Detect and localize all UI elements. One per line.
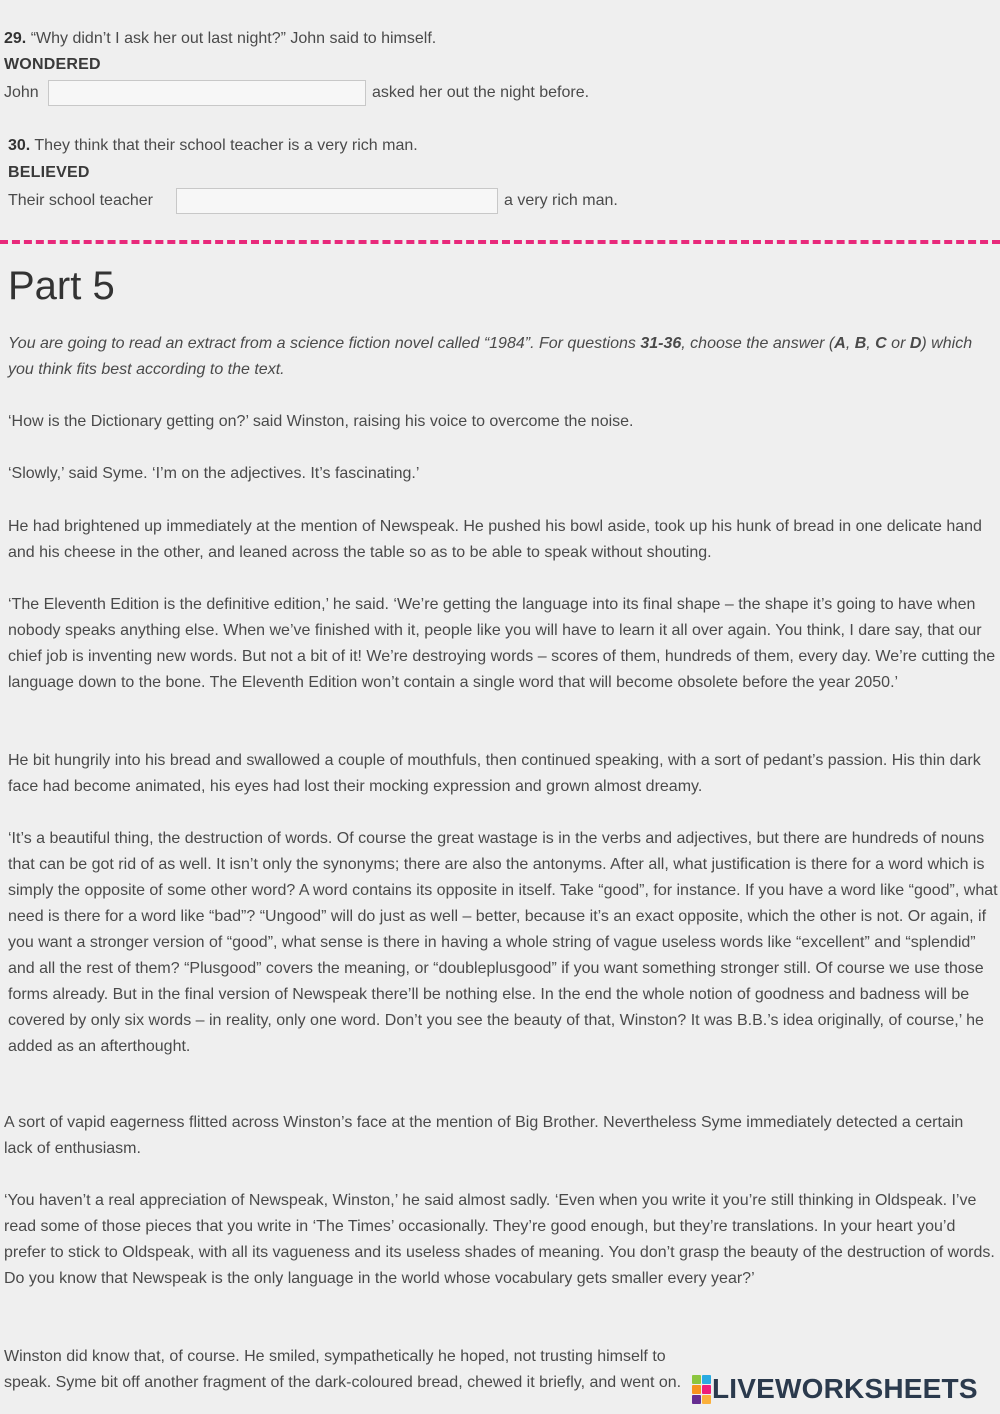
passage-paragraph: ‘How is the Dictionary getting on?’ said Winston, raising his voice to overcome the noise. [8,413,634,430]
part-title: Part 5 [8,264,115,308]
question-30-suffix: a very rich man. [504,192,618,209]
instructions-option-b: B [854,335,867,352]
question-30-keyword: BELIEVED [8,164,90,181]
question-29-number: 29. [4,30,27,47]
instructions-text-4: , [866,335,876,352]
question-29-text: “Why didn’t I ask her out last night?” John said to himself. [30,30,437,47]
passage-paragraph: Winston did know that, of course. He smiled, sympathetically he hoped, not trusting himself to speak. Syme bit off another fragment of the dark-coloured bread, chewed it briefly, and went on. [4,1348,682,1391]
question-30-number: 30. [8,137,31,154]
instructions-option-d: D [909,335,922,352]
question-29-keyword: WONDERED [4,56,101,73]
logo-text: LIVEWORKSHEETS [712,1373,978,1404]
liveworksheets-logo [692,1373,978,1405]
instructions-option-c: C [875,335,887,352]
question-29-sentence [4,30,436,48]
passage-paragraph: ‘It’s a beautiful thing, the destruction of words. Of course the great wastage is in the verbs and adjectives, but there are hundreds of nouns that can be got rid of as well. It isn’t only the synonyms; there are also the antonyms. After all, what justification is there for a word which is simply the opposite of some other word? A word contains its opposite in itself. Take “good”, for instance. If you have a word like “good”, what need is there for a word like “bad”? “Ungood” will do just as well – better, because it’s an exact opposite, which the other is not. Or again, if you want a stronger version of “good”, what sense is there in having a whole string of vague useless words like “excellent” and “splendid” and all the rest of them? “Plusgood” covers the meaning, or “doubleplusgood” if you want something stronger still. Of course we use those forms already. But in the final version of Newspeak there’ll be nothing else. In the end the whole notion of goodness and badness will be covered by only six words – in reality, only one word. Don’t you see the beauty of that, Winston? It was B.B.’s idea originally, of course,’ he added as an afterthought. [8,830,998,1055]
section-divider [0,240,1000,244]
question-29-prefix: John [4,84,39,101]
instructions-text-5: or [886,335,910,352]
question-30-sentence [8,137,418,155]
question-29-answer-input[interactable] [48,80,366,106]
passage-paragraph: ‘The Eleventh Edition is the definitive edition,’ he said. ‘We’re getting the language into its final shape – the shape it’s going to have when nobody speaks anything else. When we’ve finished with it, people like you will have to learn it all over again. You think, I dare say, that our chief job is inventing new words. But not a bit of it! We’re destroying words – scores of them, hundreds of them, every day. We’re cutting the language down to the bone. The Eleventh Edition won’t contain a single word that will become obsolete before the year 2050.’ [8,596,996,691]
question-30-text: They think that their school teacher is a very rich man. [34,137,418,154]
question-29-suffix: asked her out the night before. [372,84,590,101]
part-instructions [8,331,993,383]
instructions-text-2: , choose the answer ( [681,335,835,352]
instructions-text-6: ) which you think fits best according to the text. [8,335,973,378]
instructions-option-a: A [834,335,846,352]
question-30-prefix: Their school teacher [8,192,153,209]
passage-paragraph: ‘You haven’t a real appreciation of Newspeak, Winston,’ he said almost sadly. ‘Even when you write it you’re still thinking in Oldspeak. I’ve read some of those pieces that you write in ‘The Times’ occasionally. They’re good enough, but they’re translations. In your heart you’d prefer to stick to Oldspeak, with all its vagueness and its useless shades of meaning. You don’t grasp the beauty of the destruction of words. Do you know that Newspeak is the only language in the world whose vocabulary gets smaller every year?’ [4,1192,995,1287]
question-30-answer-input[interactable] [176,188,498,214]
passage-paragraph: ‘Slowly,’ said Syme. ‘I’m on the adjectives. It’s fascinating.’ [8,465,420,482]
instructions-text-3: , [845,335,855,352]
instructions-question-range: 31-36 [640,335,682,352]
instructions-text-1: You are going to read an extract from a science fiction novel called “1984”. For questions [8,335,641,352]
liveworksheets-logo-icon [692,1375,710,1403]
passage-paragraph: He had brightened up immediately at the mention of Newspeak. He pushed his bowl aside, took up his hunk of bread in one delicate hand and his cheese in the other, and leaned across the table so as to be able to speak without shouting. [8,518,982,561]
passage-paragraph: He bit hungrily into his bread and swallowed a couple of mouthfuls, then continued speaking, with a sort of pedant’s passion. His thin dark face had become animated, his eyes had lost their mocking expression and grown almost dreamy. [8,752,981,795]
passage-paragraph: A sort of vapid eagerness flitted across Winston’s face at the mention of Big Brother. Nevertheless Syme immediately detected a certain lack of enthusiasm. [4,1114,964,1157]
